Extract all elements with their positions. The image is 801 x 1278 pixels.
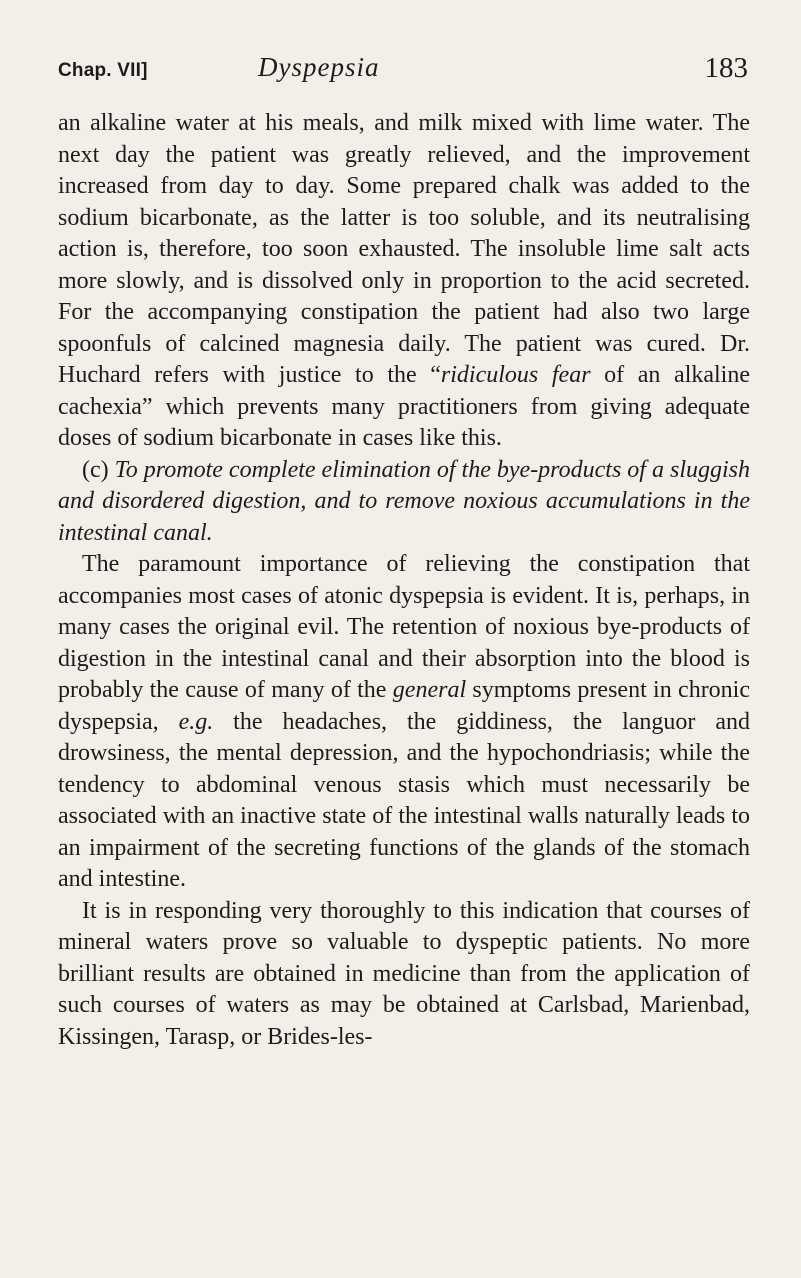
paragraph-1-text-a: an alkaline water at his meals, and milk mixed with lime water. The next day the patient was greatly relieved, and the improvement increased from day to day. Some prepared chalk was added to the sodium bicarbonate, as the latter is too soluble, and its neutralising action is, therefore, too soon exhausted. The insoluble lime salt acts more slowly, and is dissolved only in proportion to the acid secreted. For the accompanying constipation the patient had also two large spoonfuls of calcined magnesia daily. The patient was cured. Dr. Huchard refers with justice to the “ xyxy=(58,110,750,388)
paragraph-3-text-c: the headaches, the giddiness, the languor and drowsiness, the mental depression, and the hypochondriasis; while the tendency to abdominal venous stasis which must necessarily be associated with an inactive state of the intestinal walls naturally leads to an impairment of the secreting functions of the glands of the stomach and intestine. xyxy=(58,708,750,892)
paragraph-3-text-b: symptoms present in chronic dyspepsia, xyxy=(58,677,751,735)
paragraph-3 xyxy=(58,549,750,896)
page-number: 183 xyxy=(704,52,748,84)
section-label-c: (c) xyxy=(82,456,115,483)
paragraph-3-emphasis-eg: e.g. xyxy=(178,708,214,735)
paragraph-1-emphasis: ridiculous fear xyxy=(440,362,591,388)
paragraph-1 xyxy=(58,108,750,455)
paragraph-2-heading xyxy=(58,455,750,550)
paragraph-3-emphasis-general: general xyxy=(392,677,467,703)
paragraph-1-text-b: of an alkaline cachexia” which prevents many practitioners from giving adequate doses of sodium bicarbonate in cases like this. xyxy=(58,362,751,451)
body-text xyxy=(58,108,750,1053)
chapter-label: Chap. VII] xyxy=(58,60,148,81)
page-header xyxy=(58,52,748,102)
running-title: Dyspepsia xyxy=(258,52,380,82)
section-heading-c: To promote complete elimination of the bye-products of a sluggish and disordered digestion, and to remove noxious accumulations in the intestinal canal. xyxy=(58,456,750,546)
paragraph-3-text-a: The paramount importance of relieving the constipation that accompanies most cases of atonic dyspepsia is evident. It is, perhaps, in many cases the original evil. The retention of noxious bye-products of digestion in the intestinal canal and their absorption into the blood is probably the cause of many of the xyxy=(58,551,750,703)
paragraph-4-text: It is in responding very thoroughly to this indication that courses of mineral waters prove so valuable to dyspeptic patients. No more brilliant results are obtained in medicine than from the application of such courses of waters as may be obtained at Carlsbad, Marienbad, Kissingen, Tarasp, or Brides-les- xyxy=(58,897,750,1050)
paragraph-4 xyxy=(58,896,750,1054)
